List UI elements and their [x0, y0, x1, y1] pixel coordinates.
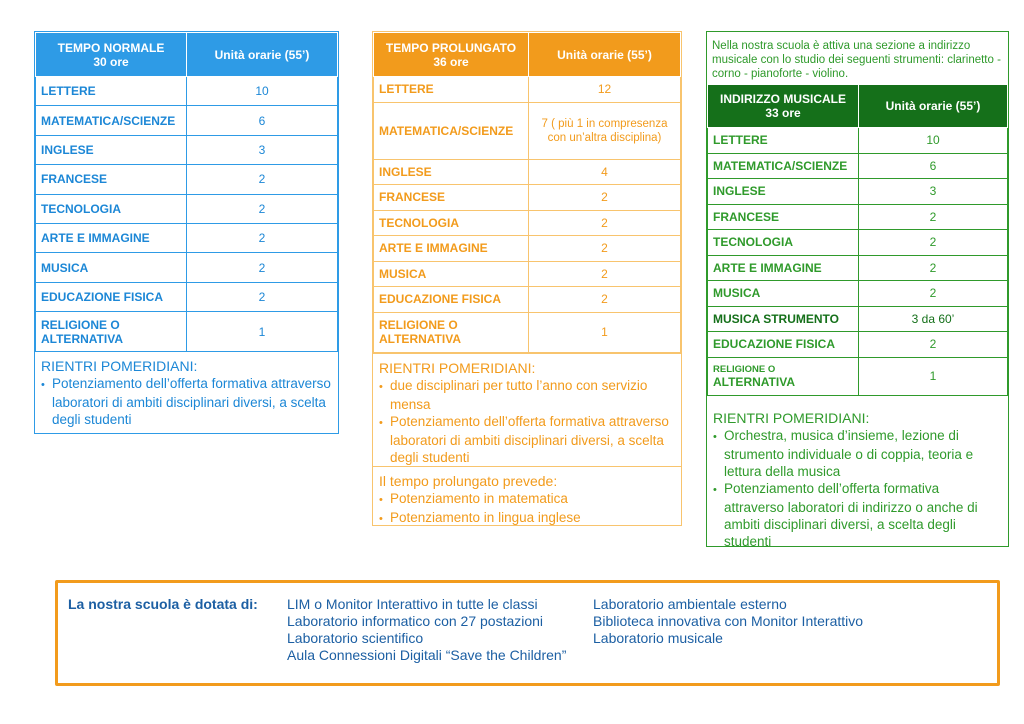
subject-label: TECNOLOGIA [36, 194, 187, 223]
header-title-cell [36, 33, 187, 77]
schedule-hours: 36 ore [433, 54, 469, 69]
schedule-hours: 30 ore [93, 54, 129, 69]
table-header [708, 85, 1008, 128]
table-row [36, 106, 338, 135]
schedule-title: TEMPO NORMALE [57, 40, 165, 55]
subject-label: MUSICA STRUMENTO [708, 306, 859, 332]
table-row [708, 230, 1008, 256]
hours-value: 6 [859, 153, 1008, 179]
subject-label: INGLESE [374, 159, 529, 185]
list-item: • Potenziamento dell’offerta formativa attraverso laboratori di indirizzo o anche di ambiti disciplinari diversi, a scelta degli studenti [713, 480, 1002, 550]
subject-label: ARTE E IMMAGINE [36, 223, 187, 252]
hours-value: 2 [859, 230, 1008, 256]
subject-label: EDUCAZIONE FISICA [708, 332, 859, 358]
table-row [374, 102, 681, 159]
unit-header: Unità orarie (55’) [859, 85, 1008, 128]
subject-label: EDUCAZIONE FISICA [374, 287, 529, 313]
hours-value: 1 [187, 312, 338, 352]
afternoon-notes [35, 352, 338, 433]
list-item: • Orchestra, musica d’insieme, lezione di strumento individuale o di coppia, teoria e lettura della musica [713, 427, 1002, 480]
table-row [36, 282, 338, 311]
table-row [374, 287, 681, 313]
table-row [36, 77, 338, 106]
hours-value: 2 [187, 253, 338, 282]
hours-value: 2 [529, 287, 681, 313]
table-row [36, 165, 338, 194]
notes-title: RIENTRI POMERIDIANI: [41, 358, 198, 375]
table-row [374, 312, 681, 352]
table-header [36, 33, 338, 77]
subject-label: EDUCAZIONE FISICA [36, 282, 187, 311]
table-row [708, 332, 1008, 358]
list-item: • Potenziamento in lingua inglese [379, 509, 675, 528]
unit-header: Unità orarie (55’) [529, 33, 681, 77]
hours-value: 2 [187, 194, 338, 223]
hours-value: 2 [187, 223, 338, 252]
schedule-hours: 33 ore [765, 106, 801, 120]
table-row [708, 204, 1008, 230]
table-row [36, 135, 338, 164]
table-row [708, 153, 1008, 179]
table-row [374, 261, 681, 287]
subject-label [374, 312, 529, 352]
subject-label: LETTERE [36, 77, 187, 106]
hours-value: 2 [529, 236, 681, 262]
table-row [36, 223, 338, 252]
table-row [36, 194, 338, 223]
facilities-column-1 [287, 596, 566, 664]
table-row [708, 357, 1008, 395]
table-row [374, 185, 681, 211]
hours-value: 2 [859, 332, 1008, 358]
subject-label: FRANCESE [374, 185, 529, 211]
header-title-cell [374, 33, 529, 77]
table-row [708, 281, 1008, 307]
tempo-prolungato-table [373, 32, 681, 353]
hours-value: 1 [529, 312, 681, 352]
header-title-cell [708, 85, 859, 128]
table-header [374, 33, 681, 77]
subject-label: ARTE E IMMAGINE [708, 255, 859, 281]
subject-label: TECNOLOGIA [374, 210, 529, 236]
facility-item: Aula Connessioni Digitali “Save the Children” [287, 647, 567, 663]
subject-label: ARTE E IMMAGINE [374, 236, 529, 262]
value-line: con un’altra disciplina) [547, 131, 662, 144]
table-row [36, 253, 338, 282]
hours-value: 2 [529, 185, 681, 211]
subject-label [36, 312, 187, 352]
subject-line: ALTERNATIVA [379, 332, 461, 346]
notes-list [379, 377, 675, 466]
tempo-normale-panel [34, 31, 339, 434]
hours-value: 6 [187, 106, 338, 135]
notes-list [713, 427, 1002, 550]
table-row [374, 236, 681, 262]
hours-value: 2 [859, 255, 1008, 281]
facility-item: Biblioteca innovativa con Monitor Interattivo [593, 613, 864, 629]
subject-label: INGLESE [708, 179, 859, 205]
list-item: • Potenziamento dell’offerta formativa attraverso laboratori di ambiti disciplinari diversi, a scelta degli studenti [41, 375, 332, 428]
table-row [374, 210, 681, 236]
prolungato-extra-notes [373, 466, 681, 525]
list-item: • Potenziamento in matematica [379, 490, 675, 509]
tempo-prolungato-panel [372, 31, 682, 526]
indirizzo-musicale-table [707, 84, 1008, 396]
hours-value: 2 [859, 281, 1008, 307]
facility-item: Laboratorio ambientale esterno [593, 596, 787, 612]
hours-value [529, 102, 681, 159]
table-row [374, 77, 681, 103]
afternoon-notes [707, 396, 1008, 549]
notes-list [41, 375, 332, 428]
facility-item: Laboratorio scientifico [287, 630, 424, 646]
hours-value: 4 [529, 159, 681, 185]
list-item: • Potenziamento dell’offerta formativa attraverso laboratori di ambiti disciplinari diversi, a scelta degli studenti [379, 413, 675, 466]
subject-label: MUSICA [374, 261, 529, 287]
facility-item: Laboratorio musicale [593, 630, 723, 646]
subject-label: LETTERE [708, 128, 859, 154]
notes-title: RIENTRI POMERIDIANI: [379, 359, 536, 376]
table-row [708, 255, 1008, 281]
hours-value: 2 [529, 261, 681, 287]
subject-label: MATEMATICA/SCIENZE [36, 106, 187, 135]
facilities-column-2 [593, 596, 863, 647]
value-line: 7 ( più 1 in compresenza [541, 117, 668, 130]
hours-value: 10 [859, 128, 1008, 154]
subject-line: RELIGIONE O [41, 317, 120, 332]
schedule-title: INDIRIZZO MUSICALE [720, 92, 846, 106]
schedule-title: TEMPO PROLUNGATO [385, 40, 517, 55]
table-row [374, 159, 681, 185]
subject-line: ALTERNATIVA [713, 374, 795, 389]
subject-line: RELIGIONE O [713, 363, 776, 375]
table-row [708, 179, 1008, 205]
subject-label: MUSICA [708, 281, 859, 307]
facilities-label: La nostra scuola è dotata di: [68, 596, 258, 612]
table-row [36, 312, 338, 352]
hours-value: 3 da 60’ [859, 306, 1008, 332]
hours-value: 2 [529, 210, 681, 236]
hours-value: 12 [529, 77, 681, 103]
afternoon-notes [373, 353, 681, 466]
subject-line: RELIGIONE O [379, 318, 458, 332]
subject-label: INGLESE [36, 135, 187, 164]
subject-line: ALTERNATIVA [41, 331, 123, 346]
hours-value: 10 [187, 77, 338, 106]
subject-label [708, 357, 859, 395]
facilities-box [55, 580, 1000, 686]
subject-label: MATEMATICA/SCIENZE [708, 153, 859, 179]
subject-label: LETTERE [374, 77, 529, 103]
hours-value: 1 [859, 357, 1008, 395]
facility-item: Laboratorio informatico con 27 postazioni [287, 613, 544, 629]
unit-header: Unità orarie (55’) [187, 33, 338, 77]
table-row [708, 306, 1008, 332]
hours-value: 2 [187, 282, 338, 311]
hours-value: 3 [187, 135, 338, 164]
tempo-normale-table [35, 32, 338, 352]
subject-label: MATEMATICA/SCIENZE [374, 102, 529, 159]
subject-label: FRANCESE [36, 165, 187, 194]
notes-list [379, 490, 675, 528]
hours-value: 2 [859, 204, 1008, 230]
notes-title: RIENTRI POMERIDIANI: [713, 409, 870, 426]
table-row [708, 128, 1008, 154]
hours-value: 2 [187, 165, 338, 194]
hours-value: 3 [859, 179, 1008, 205]
notes-title: Il tempo prolungato prevede: [379, 472, 558, 489]
musicale-intro: Nella nostra scuola è attiva una sezione a indirizzo musicale con lo studio dei seguenti strumenti: clarinetto - corno - pianoforte - violino. [712, 40, 1001, 80]
list-item: • due disciplinari per tutto l’anno con servizio mensa [379, 377, 675, 413]
subject-label: TECNOLOGIA [708, 230, 859, 256]
subject-label: FRANCESE [708, 204, 859, 230]
facility-item: LIM o Monitor Interattivo in tutte le classi [287, 596, 538, 612]
indirizzo-musicale-panel [706, 31, 1009, 547]
subject-label: MUSICA [36, 253, 187, 282]
